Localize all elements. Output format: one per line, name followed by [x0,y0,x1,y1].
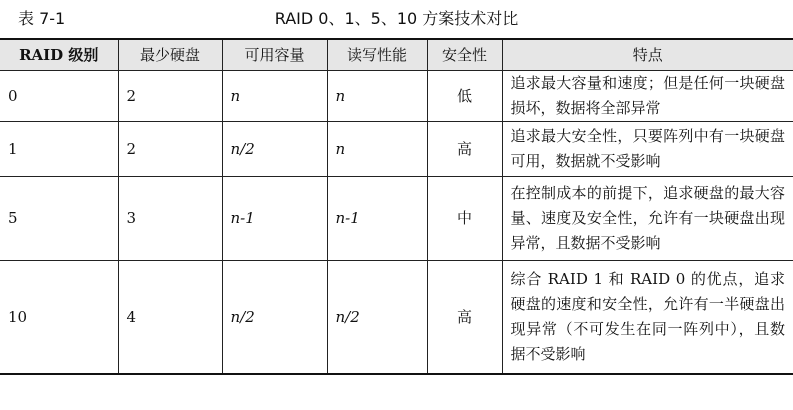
cell-features: 在控制成本的前提下，追求硬盘的最大容量、速度及安全性，允许有一块硬盘出现异常，且数据不受影响 [502,177,793,261]
cell-capacity: n [222,71,327,122]
table-row [0,122,793,177]
cell-capacity: n-1 [222,177,327,261]
header-features: 特点 [502,39,793,71]
table-row [0,261,793,375]
cell-min-disks: 2 [118,122,222,177]
table-row [0,71,793,122]
cell-features: 追求最大容量和速度；但是任何一块硬盘损坏，数据将全部异常 [502,71,793,122]
cell-raid-level: 10 [0,261,118,375]
cell-features: 追求最大安全性，只要阵列中有一块硬盘可用，数据就不受影响 [502,122,793,177]
cell-rw-performance: n [327,122,427,177]
table-title: RAID 0、1、5、10 方案技术对比 [274,9,519,28]
cell-features: 综合 RAID 1 和 RAID 0 的优点，追求硬盘的速度和安全性，允许有一半硬盘出现异常（不可发生在同一阵列中），且数据不受影响 [502,261,793,375]
cell-rw-performance: n/2 [327,261,427,375]
cell-safety: 高 [427,122,502,177]
cell-raid-level: 5 [0,177,118,261]
cell-raid-level: 1 [0,122,118,177]
cell-rw-performance: n-1 [327,177,427,261]
header-row [0,39,793,71]
cell-safety: 高 [427,261,502,375]
header-rw-performance: 读写性能 [327,39,427,71]
cell-safety: 低 [427,71,502,122]
cell-rw-performance: n [327,71,427,122]
table-number: 表 7-1 [18,9,66,28]
cell-min-disks: 2 [118,71,222,122]
header-raid-level: RAID 级别 [0,39,118,71]
cell-min-disks: 4 [118,261,222,375]
cell-raid-level: 0 [0,71,118,122]
header-safety: 安全性 [427,39,502,71]
header-capacity: 可用容量 [222,39,327,71]
header-min-disks: 最少硬盘 [118,39,222,71]
cell-capacity: n/2 [222,122,327,177]
table-caption [0,0,793,38]
cell-capacity: n/2 [222,261,327,375]
cell-safety: 中 [427,177,502,261]
raid-comparison-table [0,38,793,375]
cell-min-disks: 3 [118,177,222,261]
table-row [0,177,793,261]
